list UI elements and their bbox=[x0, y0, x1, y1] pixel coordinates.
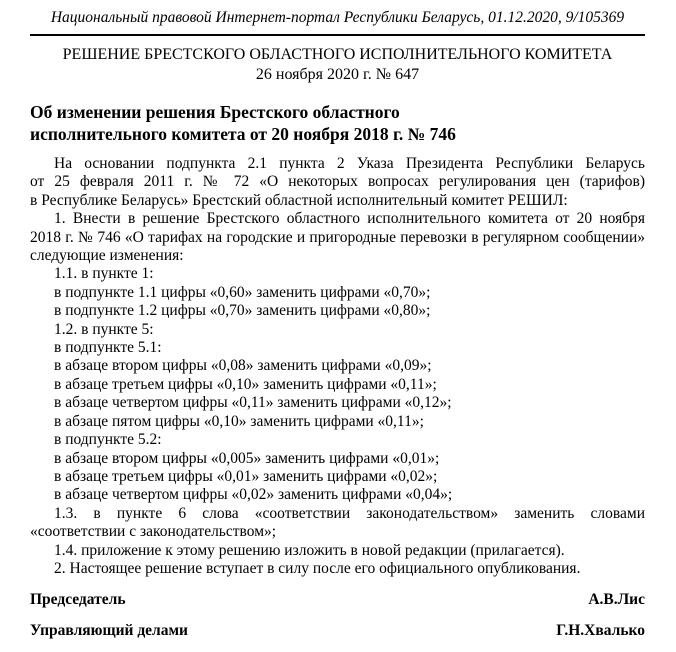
signature-row bbox=[30, 590, 645, 609]
signature-name: Г.Н.Хвалько bbox=[556, 622, 645, 640]
signature-row bbox=[30, 621, 645, 640]
header-divider bbox=[30, 34, 645, 36]
body-paragraph: 1.1. в пункте 1: bbox=[54, 265, 154, 283]
body-paragraph: в абзаце пятом цифры «0,10» заменить цифрами «0,11»; bbox=[54, 412, 424, 430]
body-paragraph: в подпункте 1.1 цифры «0,60» заменить цифрами «0,70»; bbox=[54, 283, 431, 301]
document-body bbox=[30, 155, 645, 578]
body-paragraph: 1.4. приложение к этому решению изложить в новой редакции (прилагается). bbox=[54, 541, 565, 559]
body-paragraph: 1.3. в пункте 6 слова «соответствии законодательством» заменить словами «соответствии с законодательством»; bbox=[30, 504, 645, 541]
signature-name: А.В.Лис bbox=[588, 591, 645, 609]
body-paragraph: 1. Внести в решение Брестского областного исполнительного комитета от 20 ноября 2018 г. № 746 «О тарифах на городские и пригородные перевозки в регулярном сообщении» следующие изменения: bbox=[30, 210, 645, 265]
body-paragraph: в подпункте 5.1: bbox=[54, 339, 162, 357]
document-title-line1: Об изменении решения Брестского областного bbox=[30, 102, 400, 122]
portal-header-line: Национальный правовой Интернет-портал Республики Беларусь, 01.12.2020, 9/105369 bbox=[50, 9, 625, 26]
body-paragraph: в абзаце втором цифры «0,08» заменить цифрами «0,09»; bbox=[54, 357, 432, 375]
signature-position: Управляющий делами bbox=[30, 622, 188, 640]
signature-position: Председатель bbox=[30, 591, 126, 609]
body-paragraph: в абзаце четвертом цифры «0,02» заменить цифрами «0,04»; bbox=[54, 486, 453, 504]
decision-org-line: РЕШЕНИЕ БРЕСТСКОГО ОБЛАСТНОГО ИСПОЛНИТЕЛЬНОГО КОМИТЕТА bbox=[62, 46, 613, 63]
body-paragraph: в подпункте 5.2: bbox=[54, 431, 162, 449]
body-paragraph: в абзаце втором цифры «0,005» заменить цифрами «0,01»; bbox=[54, 449, 440, 467]
document-title-line2: исполнительного комитета от 20 ноября 2018 г. № 746 bbox=[30, 124, 456, 144]
body-paragraph: 2. Настоящее решение вступает в силу после его официального опубликования. bbox=[54, 559, 581, 577]
body-paragraph: На основании подпункта 2.1 пункта 2 Указа Президента Республики Беларусь от 25 февраля 2011 г. № 72 «О некоторых вопросах регулирования цен (тарифов) в Республике Беларусь» Брестский областной исполнительный комитет РЕШИЛ: bbox=[30, 155, 645, 209]
decision-date-line: 26 ноября 2020 г. № 647 bbox=[255, 66, 420, 83]
body-paragraph: в абзаце четвертом цифры «0,11» заменить цифрами «0,12»; bbox=[54, 394, 452, 412]
body-paragraph: 1.2. в пункте 5: bbox=[54, 320, 154, 338]
decision-heading bbox=[30, 45, 645, 85]
signature-block bbox=[30, 590, 645, 640]
document-title bbox=[30, 101, 645, 145]
body-paragraph: в абзаце третьем цифры «0,01» заменить цифрами «0,02»; bbox=[54, 467, 438, 485]
body-paragraph: в подпункте 1.2 цифры «0,70» заменить цифрами «0,80»; bbox=[54, 302, 431, 320]
body-paragraph: в абзаце третьем цифры «0,10» заменить цифрами «0,11»; bbox=[54, 375, 437, 393]
